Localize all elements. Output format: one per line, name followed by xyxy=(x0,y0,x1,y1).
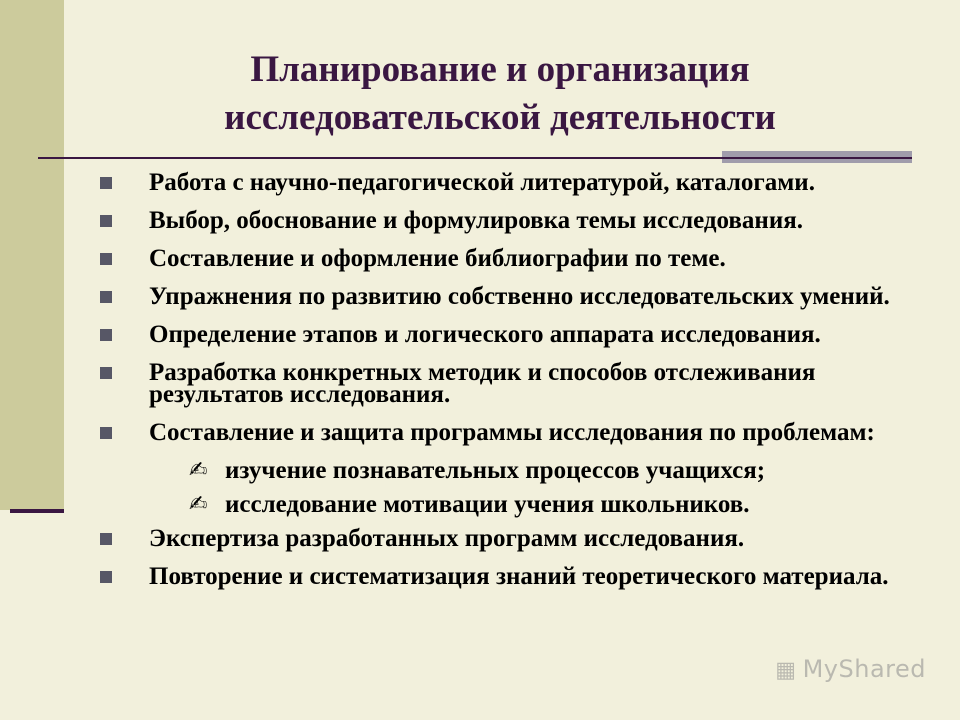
writing-hand-icon: ✍ xyxy=(189,492,208,517)
square-bullet-icon xyxy=(100,253,112,265)
presentation-icon: ▦ xyxy=(775,658,797,683)
list-item: Составление и защита программы исследования по проблемам: xyxy=(100,422,940,444)
list-item: Повторение и систематизация знаний теоретического материала. xyxy=(100,566,940,588)
left-decor-band xyxy=(0,0,64,510)
title-line-2: исследовательской деятельности xyxy=(224,97,776,138)
title-underline xyxy=(38,157,718,159)
list-item: Упражнения по развитию собственно исследовательских умений. xyxy=(100,286,940,308)
watermark-text: MyShared xyxy=(802,655,926,683)
square-bullet-icon xyxy=(100,291,112,303)
square-bullet-icon xyxy=(100,215,112,227)
list-item: Работа с научно-педагогической литературой, каталогами. xyxy=(100,172,940,194)
title-line-1: Планирование и организация xyxy=(250,49,750,90)
sub-list-item: ✍ изучение познавательных процессов учащихся; xyxy=(189,457,766,484)
watermark xyxy=(775,655,926,683)
list-item: Разработка конкретных методик и способов отслеживания результатов исследования. xyxy=(100,362,940,406)
square-bullet-icon xyxy=(100,177,112,189)
bullet-list xyxy=(100,169,940,604)
slide-title xyxy=(60,46,940,142)
square-bullet-icon xyxy=(100,533,112,545)
sub-list-item: ✍ исследование мотивации учения школьников. xyxy=(189,491,750,518)
list-item: Составление и оформление библиографии по теме. xyxy=(100,248,940,270)
list-item: Выбор, обоснование и формулировка темы исследования. xyxy=(100,210,940,232)
left-decor-line xyxy=(10,509,64,513)
square-bullet-icon xyxy=(100,427,112,439)
list-item: Экспертиза разработанных программ исследования. xyxy=(100,528,940,550)
title-underline-end xyxy=(718,157,912,159)
list-item: Определение этапов и логического аппарата исследования. xyxy=(100,324,940,346)
square-bullet-icon xyxy=(100,571,112,583)
square-bullet-icon xyxy=(100,329,112,341)
square-bullet-icon xyxy=(100,367,112,379)
writing-hand-icon: ✍ xyxy=(189,458,208,483)
